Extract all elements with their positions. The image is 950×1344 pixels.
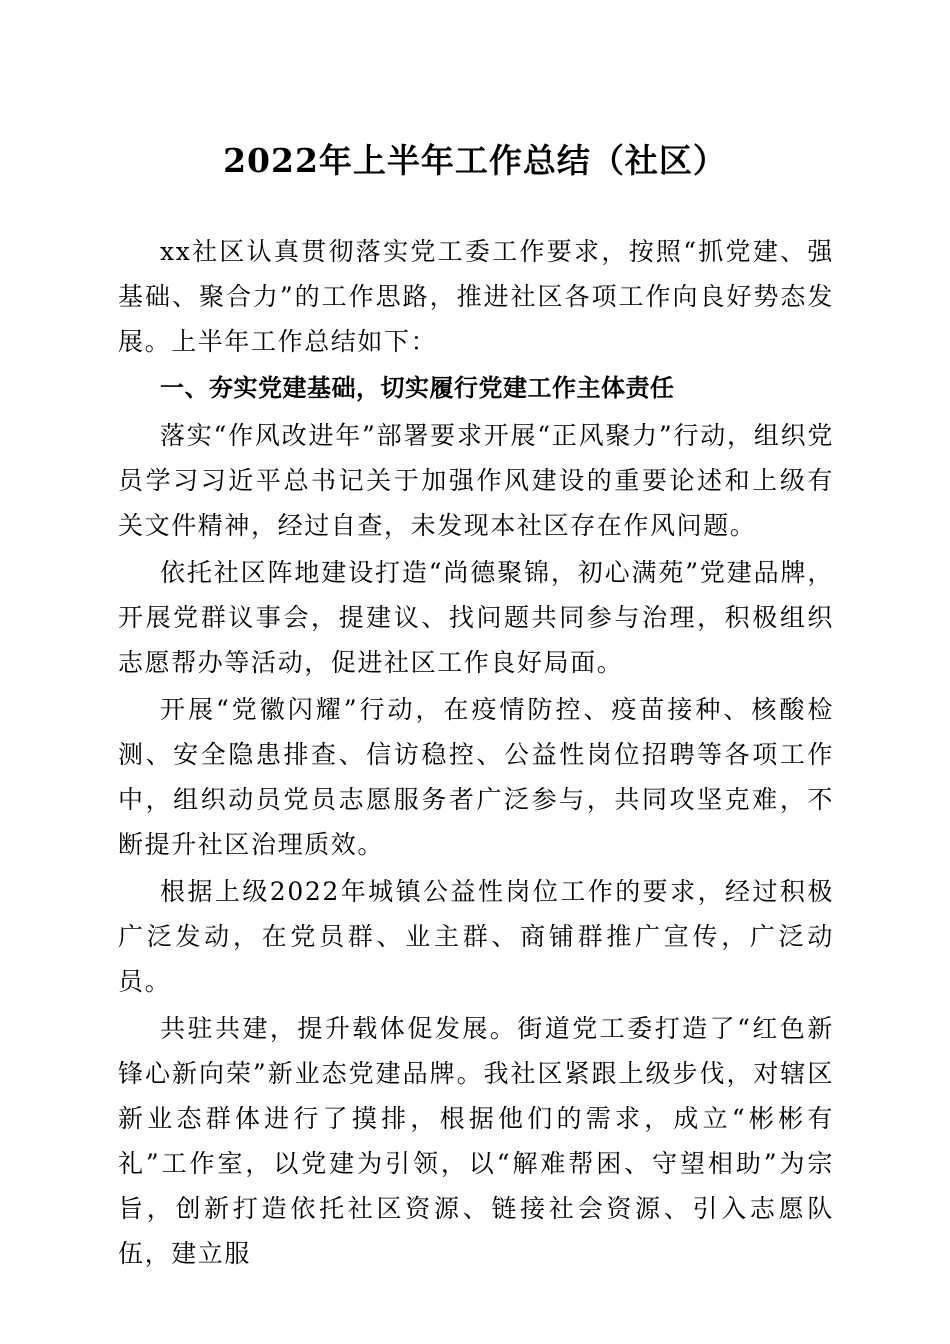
body-paragraph: 开展“党徽闪耀”行动，在疫情防控、疫苗接种、核酸检测、安全隐患排查、信访稳控、公益性岗位招聘等各项工作中，组织动员党员志愿服务者广泛参与，共同攻坚克难，不断提升社区治理质效。 — [118, 695, 834, 859]
body-paragraph: 落实“作风改进年”部署要求开展“正风聚力”行动，组织党员学习习近平总书记关于加强作风建设的重要论述和上级有关文件精神，经过自查，未发现本社区存在作风问题。 — [118, 421, 834, 540]
document-title: 2022年上半年工作总结（社区） — [223, 141, 727, 180]
intro-paragraph: xx社区认真贯彻落实党工委工作要求，按照“抓党建、强基础、聚合力”的工作思路，推进社区各项工作向良好势态发展。上半年工作总结如下： — [118, 237, 834, 356]
document-body — [118, 229, 834, 1278]
body-paragraph: 根据上级2022年城镇公益性岗位工作的要求，经过积极广泛发动，在党员群、业主群、商铺群推广宣传，广泛动员。 — [118, 877, 834, 996]
section-heading: 一、夯实党建基础，切实履行党建工作主体责任 — [160, 374, 675, 402]
body-paragraph: 共驻共建，提升载体促发展。街道党工委打造了“红色新锋心新向荣”新业态党建品牌。我社区紧跟上级步伐，对辖区新业态群体进行了摸排，根据他们的需求，成立“彬彬有礼”工作室，以党建为引领，以“解难帮困、守望相助”为宗旨，创新打造依托社区资源、链接社会资源、引入志愿队伍，建立服 — [118, 1014, 834, 1268]
body-paragraph: 依托社区阵地建设打造“尚德聚锦，初心满苑”党建品牌，开展党群议事会，提建议、找问题共同参与治理，积极组织志愿帮办等活动，促进社区工作良好局面。 — [118, 558, 834, 677]
